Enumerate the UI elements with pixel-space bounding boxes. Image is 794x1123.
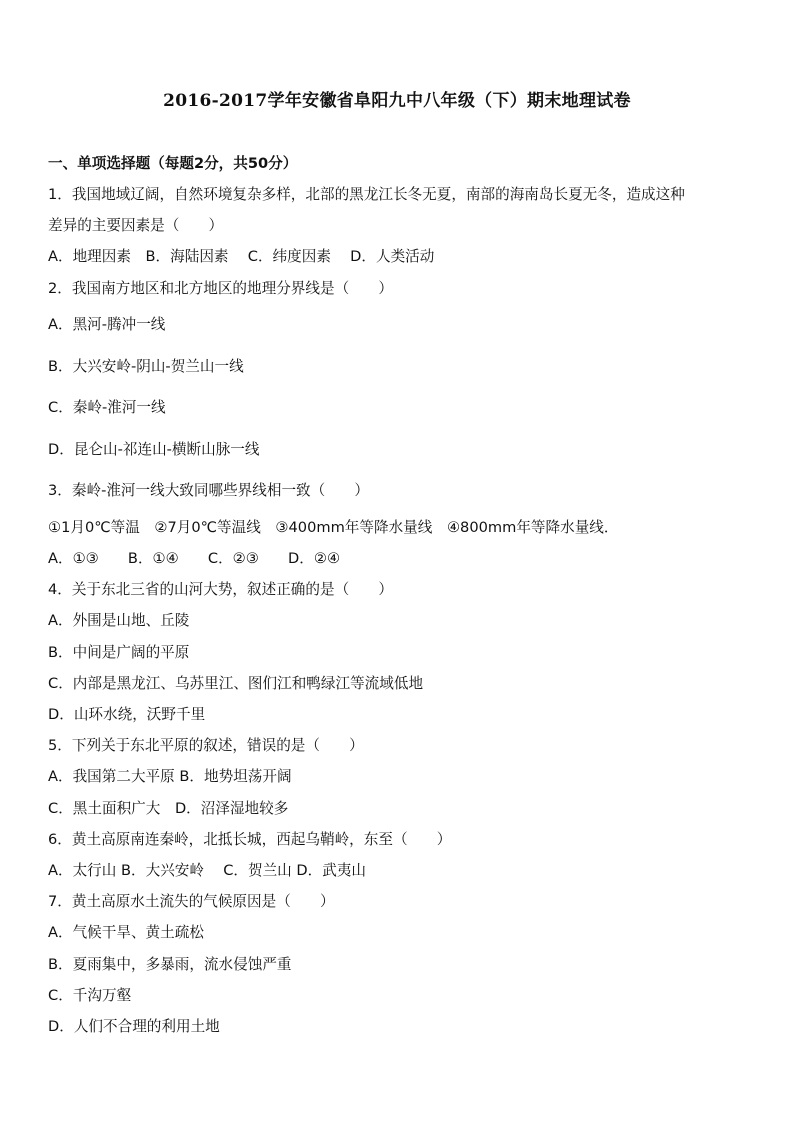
question-7-option-d: D．人们不合理的利用土地 — [48, 1018, 220, 1035]
question-5-options-cd: C．黑土面积广大 D．沼泽湿地较多 — [48, 800, 289, 817]
question-4-option-c: C．内部是黑龙江、乌苏里江、图们江和鸭绿江等流域低地 — [48, 675, 424, 692]
section-heading: 一、单项选择题（每题2分，共50分） — [48, 155, 298, 172]
question-1-stem: 1．我国地域辽阔，自然环境复杂多样，北部的黑龙江长冬无夏，南部的海南岛长夏无冬，造成这种 — [48, 186, 685, 203]
question-4-option-d: D．山环水绕，沃野千里 — [48, 706, 206, 723]
question-4-option-b: B．中间是广阔的平原 — [48, 644, 190, 661]
question-7-option-c: C．千沟万壑 — [48, 987, 132, 1004]
question-2-option-b: B．大兴安岭-阴山-贺兰山一线 — [48, 358, 244, 375]
question-2-option-a: A．黑河-腾冲一线 — [48, 316, 166, 333]
question-7-option-a: A．气候干旱、黄土疏松 — [48, 924, 204, 941]
question-7-option-b: B．夏雨集中，多暴雨，流水侵蚀严重 — [48, 956, 292, 973]
page-title: 2016-2017学年安徽省阜阳九中八年级（下）期末地理试卷 — [163, 91, 631, 111]
question-3-options: A．①③ B．①④ C．②③ D．②④ — [48, 550, 341, 567]
question-1-stem-cont: 差异的主要因素是（ ） — [48, 217, 224, 234]
question-7-stem: 7．黄土高原水土流失的气候原因是（ ） — [48, 893, 335, 910]
question-3-statements: ①1月0℃等温 ②7月0℃等温线 ③400mm年等降水量线 ④800mm年等降水量线． — [48, 519, 619, 536]
question-5-options-ab: A．我国第二大平原 B．地势坦荡开阔 — [48, 768, 292, 785]
question-6-options: A．太行山 B．大兴安岭 C．贺兰山 D．武夷山 — [48, 862, 367, 879]
question-1-options: A．地理因素 B．海陆因素 C．纬度因素 D．人类活动 — [48, 248, 435, 265]
question-4-stem: 4．关于东北三省的山河大势，叙述正确的是（ ） — [48, 581, 393, 598]
question-3-stem: 3．秦岭-淮河一线大致同哪些界线相一致（ ） — [48, 482, 370, 499]
question-2-option-d: D．昆仑山-祁连山-横断山脉一线 — [48, 441, 260, 458]
question-2-stem: 2．我国南方地区和北方地区的地理分界线是（ ） — [48, 280, 393, 297]
question-5-stem: 5．下列关于东北平原的叙述，错误的是（ ） — [48, 737, 364, 754]
question-2-option-c: C．秦岭-淮河一线 — [48, 399, 166, 416]
question-4-option-a: A．外围是山地、丘陵 — [48, 612, 190, 629]
question-6-stem: 6．黄土高原南连秦岭，北抵长城，西起乌鞘岭，东至（ ） — [48, 831, 452, 848]
